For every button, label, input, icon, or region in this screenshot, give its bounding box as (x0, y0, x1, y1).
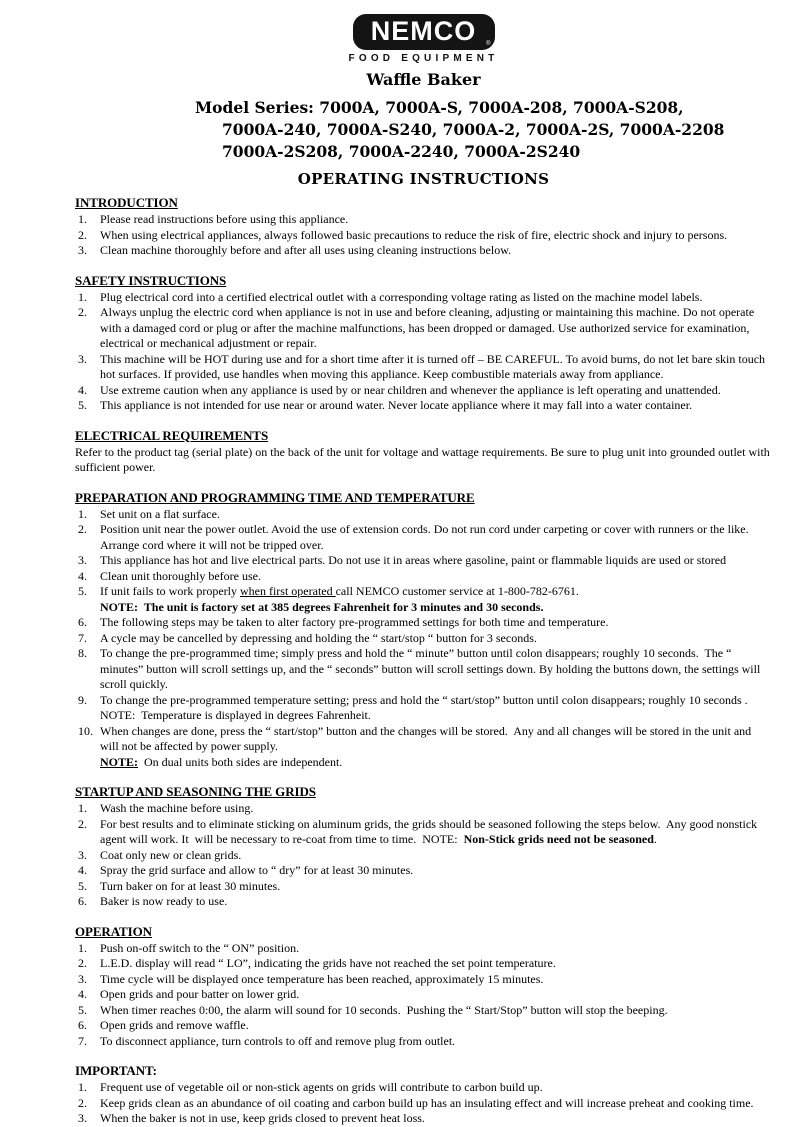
section-electrical-requirements (75, 428, 772, 476)
item-text (100, 1080, 772, 1096)
list-item (75, 352, 772, 383)
text-segment: When changes are done, press the “ start/stop” button and the changes will be stored. Any and all changes will be stored in the unit and will not be affected by power supply. (100, 723, 755, 753)
text-segment: NOTE: (100, 754, 139, 769)
item-number: 1. (78, 940, 87, 955)
item-text (100, 941, 772, 957)
item-number: 1. (78, 801, 87, 815)
item-text (100, 243, 772, 259)
item-text (100, 801, 772, 817)
item-text (100, 631, 772, 647)
text-segment: Open grids and pour batter on lower grid. (100, 987, 300, 1001)
text-segment: Frequent use of vegetable oil or non-stick agents on grids will contribute to carbon build up. (100, 1080, 543, 1094)
item-text (100, 817, 772, 848)
note-line (100, 755, 772, 771)
list-item (75, 569, 772, 585)
model-series-line-2: 7000A-240, 7000A-S240, 7000A-2, 7000A-2S, 7000A-2208 (222, 120, 725, 139)
item-text (100, 212, 772, 228)
list-item (75, 584, 772, 600)
item-number: 5. (78, 1002, 87, 1017)
list-item (75, 228, 772, 244)
section-heading: STARTUP AND SEASONING THE GRIDS (75, 784, 316, 799)
list-item (75, 1096, 772, 1112)
item-number: 6. (78, 615, 87, 629)
text-segment: To change the pre-programmed temperature setting; press and hold the “ start/stop” button until colon disappears; roughly 10 seconds . NOTE: Temperature is displayed in degrees Fahrenheit. (100, 692, 754, 722)
item-text (100, 693, 772, 724)
text-segment: When using electrical appliances, always followed basic precautions to reduce the risk of fire, electric shock and injury to persons. (100, 227, 728, 242)
section-heading: OPERATION (75, 923, 152, 939)
list-item (75, 987, 772, 1003)
text-segment: Time cycle will be displayed once temperature has been reached, approximately 15 minutes. (100, 971, 544, 986)
list-item (75, 1034, 772, 1050)
list-item (75, 631, 772, 647)
text-segment: Non-Stick grids need not be seasoned (463, 832, 654, 846)
item-text (100, 1018, 772, 1034)
list-item (75, 894, 772, 910)
item-number: 3. (78, 847, 87, 862)
item-text (100, 863, 772, 879)
text-segment: Coat only new or clean grids. (100, 847, 242, 862)
list-item (75, 398, 772, 414)
item-text (100, 228, 772, 244)
list-item (75, 848, 772, 864)
text-segment: Plug electrical cord into a certified electrical outlet with a corresponding voltage rating as listed on the machine model labels. (100, 289, 703, 304)
nemco-logo (75, 14, 772, 64)
list-item (75, 801, 772, 817)
item-number: 7. (78, 1033, 87, 1048)
text-segment: Keep grids clean as an abundance of oil coating and carbon build up has an insulating effect and will increase preheat and cooking time. (100, 1095, 754, 1110)
item-text (100, 584, 772, 600)
item-number: 4. (78, 568, 87, 583)
item-number: 6. (78, 894, 87, 908)
section-introduction (75, 195, 772, 259)
text-segment: A cycle may be cancelled by depressing and holding the “ start/stop “ button for 3 seconds. (100, 630, 537, 645)
section-safety-instructions (75, 273, 772, 414)
item-text (100, 507, 772, 523)
section-operation (75, 924, 772, 1050)
item-number: 3. (78, 351, 87, 366)
text-segment: When timer reaches 0:00, the alarm will sound for 10 seconds. Pushing the “ Start/Stop” button will stop the beeping. (100, 1002, 668, 1017)
list-item (75, 243, 772, 259)
text-segment: Refer to the product tag (serial plate) on the back of the unit for voltage and wattage requirements. Be sure to plug unit into grounded outlet with sufficient power. (75, 444, 773, 474)
text-segment: On dual units both sides are independent. (138, 754, 343, 769)
item-number: 5. (78, 878, 87, 893)
model-series (75, 97, 772, 163)
item-number: 1. (78, 212, 87, 226)
item-text (100, 1003, 772, 1019)
item-text (100, 290, 772, 306)
item-text (100, 352, 772, 383)
item-number: 1. (78, 289, 87, 304)
list-item (75, 1018, 772, 1034)
text-segment: Always unplug the electric cord when appliance is not in use and before cleaning, adjusting or maintaining this machine. Do not operate with a damaged cord or plug or after the machine malfunctions, has been dropped or damaged. Use authorized service for examination, electrical or mechanical adjustment or repair. (100, 305, 758, 350)
item-number: 2. (78, 1095, 87, 1110)
item-number: 3. (78, 243, 87, 257)
list-item (75, 724, 772, 755)
item-number: 4. (78, 863, 87, 877)
item-number: 3. (78, 971, 87, 986)
item-number: 5. (78, 398, 87, 412)
logo-box (353, 14, 495, 50)
list-item (75, 615, 772, 631)
list-item (75, 879, 772, 895)
item-number: 2. (78, 305, 87, 319)
text-segment: call NEMCO customer service at 1-800-782-6761. (335, 584, 579, 598)
item-text (100, 848, 772, 864)
item-number: 6. (78, 1018, 87, 1032)
item-number: 10. (78, 723, 93, 738)
list-item (75, 383, 772, 399)
section-heading: PREPARATION AND PROGRAMMING TIME AND TEMPERATURE (75, 489, 475, 505)
item-text (100, 615, 772, 631)
list-item (75, 941, 772, 957)
section-heading: INTRODUCTION (75, 195, 178, 210)
note-line (100, 600, 772, 616)
model-series-line-3: 7000A-2S208, 7000A-2240, 7000A-2S240 (222, 142, 581, 161)
item-number: 3. (78, 553, 87, 567)
item-number: 9. (78, 692, 87, 707)
item-text (100, 569, 772, 585)
text-segment: Spray the grid surface and allow to “ dry” for at least 30 minutes. (100, 863, 414, 877)
item-text (100, 1111, 772, 1127)
item-text (100, 1096, 772, 1112)
item-text (100, 600, 772, 616)
list-item (75, 863, 772, 879)
text-segment: Open grids and remove waffle. (100, 1018, 249, 1032)
section-startup-seasoning (75, 784, 772, 910)
item-text (100, 305, 772, 352)
section-heading: IMPORTANT: (75, 1063, 157, 1078)
paragraph (75, 445, 772, 476)
item-text (100, 755, 772, 771)
list-item (75, 1111, 772, 1127)
text-segment: Clean machine thoroughly before and after all uses using cleaning instructions below. (100, 243, 512, 257)
item-text (100, 894, 772, 910)
section-heading: ELECTRICAL REQUIREMENTS (75, 427, 269, 443)
item-text (100, 646, 772, 693)
item-text (100, 383, 772, 399)
list-item (75, 1003, 772, 1019)
text-segment: This machine will be HOT during use and for a short time after it is turned off – BE CAREFUL. To avoid burns, do not let bare skin touch hot surfaces. If provided, use handles when moving this appliance. Keep combustible materials away from appliance. (100, 351, 769, 381)
text-segment: To disconnect appliance, turn controls to off and remove plug from outlet. (100, 1033, 456, 1048)
text-segment: Baker is now ready to use. (100, 894, 228, 908)
item-text (100, 972, 772, 988)
item-text (100, 398, 772, 414)
text-segment: Set unit on a flat surface. (100, 506, 220, 521)
list-item (75, 817, 772, 848)
text-segment: To change the pre-programmed time; simply press and hold the “ minute” button until colon disappears; roughly 10 seconds. The “ minutes” button will scroll settings up, and the “ seconds” button will scroll settings down. By holding the buttons down, the settings will scroll quickly. (100, 646, 764, 691)
logo-brand-text: NEMCO (370, 15, 477, 46)
text-segment: For best results and to eliminate sticking on aluminum grids, the grids should be seasoned following the steps below. Any good nonstick agent will work. It will be necessary to re-coat from time to time. NOTE: (100, 816, 761, 846)
logo-tagline: FOOD EQUIPMENT (348, 53, 499, 64)
item-number: 1. (78, 506, 87, 521)
item-number: 5. (78, 584, 87, 598)
item-text (100, 724, 772, 755)
model-series-line-1: Model Series: 7000A, 7000A-S, 7000A-208, 7000A-S208, (195, 98, 684, 117)
text-segment: If unit fails to work properly (100, 584, 240, 598)
text-segment: The following steps may be taken to alter factory pre-programmed settings for both time and temperature. (100, 615, 609, 629)
text-segment: Wash the machine before using. (100, 801, 254, 815)
list-item (75, 522, 772, 553)
item-text (100, 553, 772, 569)
text-segment: L.E.D. display will read “ LO”, indicating the grids have not reached the set point temperature. (100, 956, 556, 970)
text-segment: Use extreme caution when any appliance is used by or near children and whenever the appliance is left operating and unattended. (100, 382, 721, 397)
text-segment: . (653, 832, 657, 846)
list-item (75, 646, 772, 693)
item-number: 4. (78, 987, 87, 1001)
item-text (100, 522, 772, 553)
item-text (100, 956, 772, 972)
item-number: 2. (78, 227, 87, 242)
text-segment: Please read instructions before using this appliance. (100, 212, 349, 226)
text-segment: This appliance has hot and live electrical parts. Do not use it in areas where gasoline, paint or flammable liquids are used or stored (100, 553, 727, 567)
document-body (75, 195, 772, 1127)
document-header (75, 14, 772, 189)
registered-mark: ® (486, 41, 491, 47)
list-item (75, 972, 772, 988)
item-number: 2. (78, 816, 87, 831)
text-segment: when first operated (239, 584, 336, 598)
section-important (75, 1063, 772, 1127)
list-item (75, 956, 772, 972)
section-preparation-programming (75, 490, 772, 771)
list-item (75, 693, 772, 724)
doc-heading: OPERATING INSTRUCTIONS (297, 170, 550, 188)
text-segment: This appliance is not intended for use near or around water. Never locate appliance where it may fall into a water container. (100, 398, 693, 412)
list-item (75, 290, 772, 306)
list-item (75, 1080, 772, 1096)
list-item (75, 305, 772, 352)
text-segment: Push on-off switch to the “ ON” position. (100, 940, 300, 955)
item-number: 4. (78, 382, 87, 397)
text-segment: Clean unit thoroughly before use. (100, 568, 261, 583)
text-segment: Position unit near the power outlet. Avoid the use of extension cords. Do not run cord under carpeting or cover with runners or the like. Arrange cord where it will not be tripped over. (100, 522, 751, 552)
list-item (75, 553, 772, 569)
item-text (100, 879, 772, 895)
item-number: 2. (78, 956, 87, 970)
text-segment: When the baker is not in use, keep grids closed to prevent heat loss. (100, 1111, 425, 1125)
section-heading: SAFETY INSTRUCTIONS (75, 272, 227, 288)
item-number: 3. (78, 1111, 87, 1125)
item-text (100, 987, 772, 1003)
item-number: 8. (78, 646, 87, 660)
list-item (75, 507, 772, 523)
text-segment: Turn baker on for at least 30 minutes. (100, 878, 281, 893)
text-segment: NOTE: The unit is factory set at 385 degrees Fahrenheit for 3 minutes and 30 seconds. (100, 599, 544, 614)
list-item (75, 212, 772, 228)
item-number: 7. (78, 630, 87, 645)
page-title: Waffle Baker (366, 70, 481, 89)
item-text (100, 1034, 772, 1050)
item-number: 2. (78, 522, 87, 536)
item-number: 1. (78, 1080, 87, 1094)
